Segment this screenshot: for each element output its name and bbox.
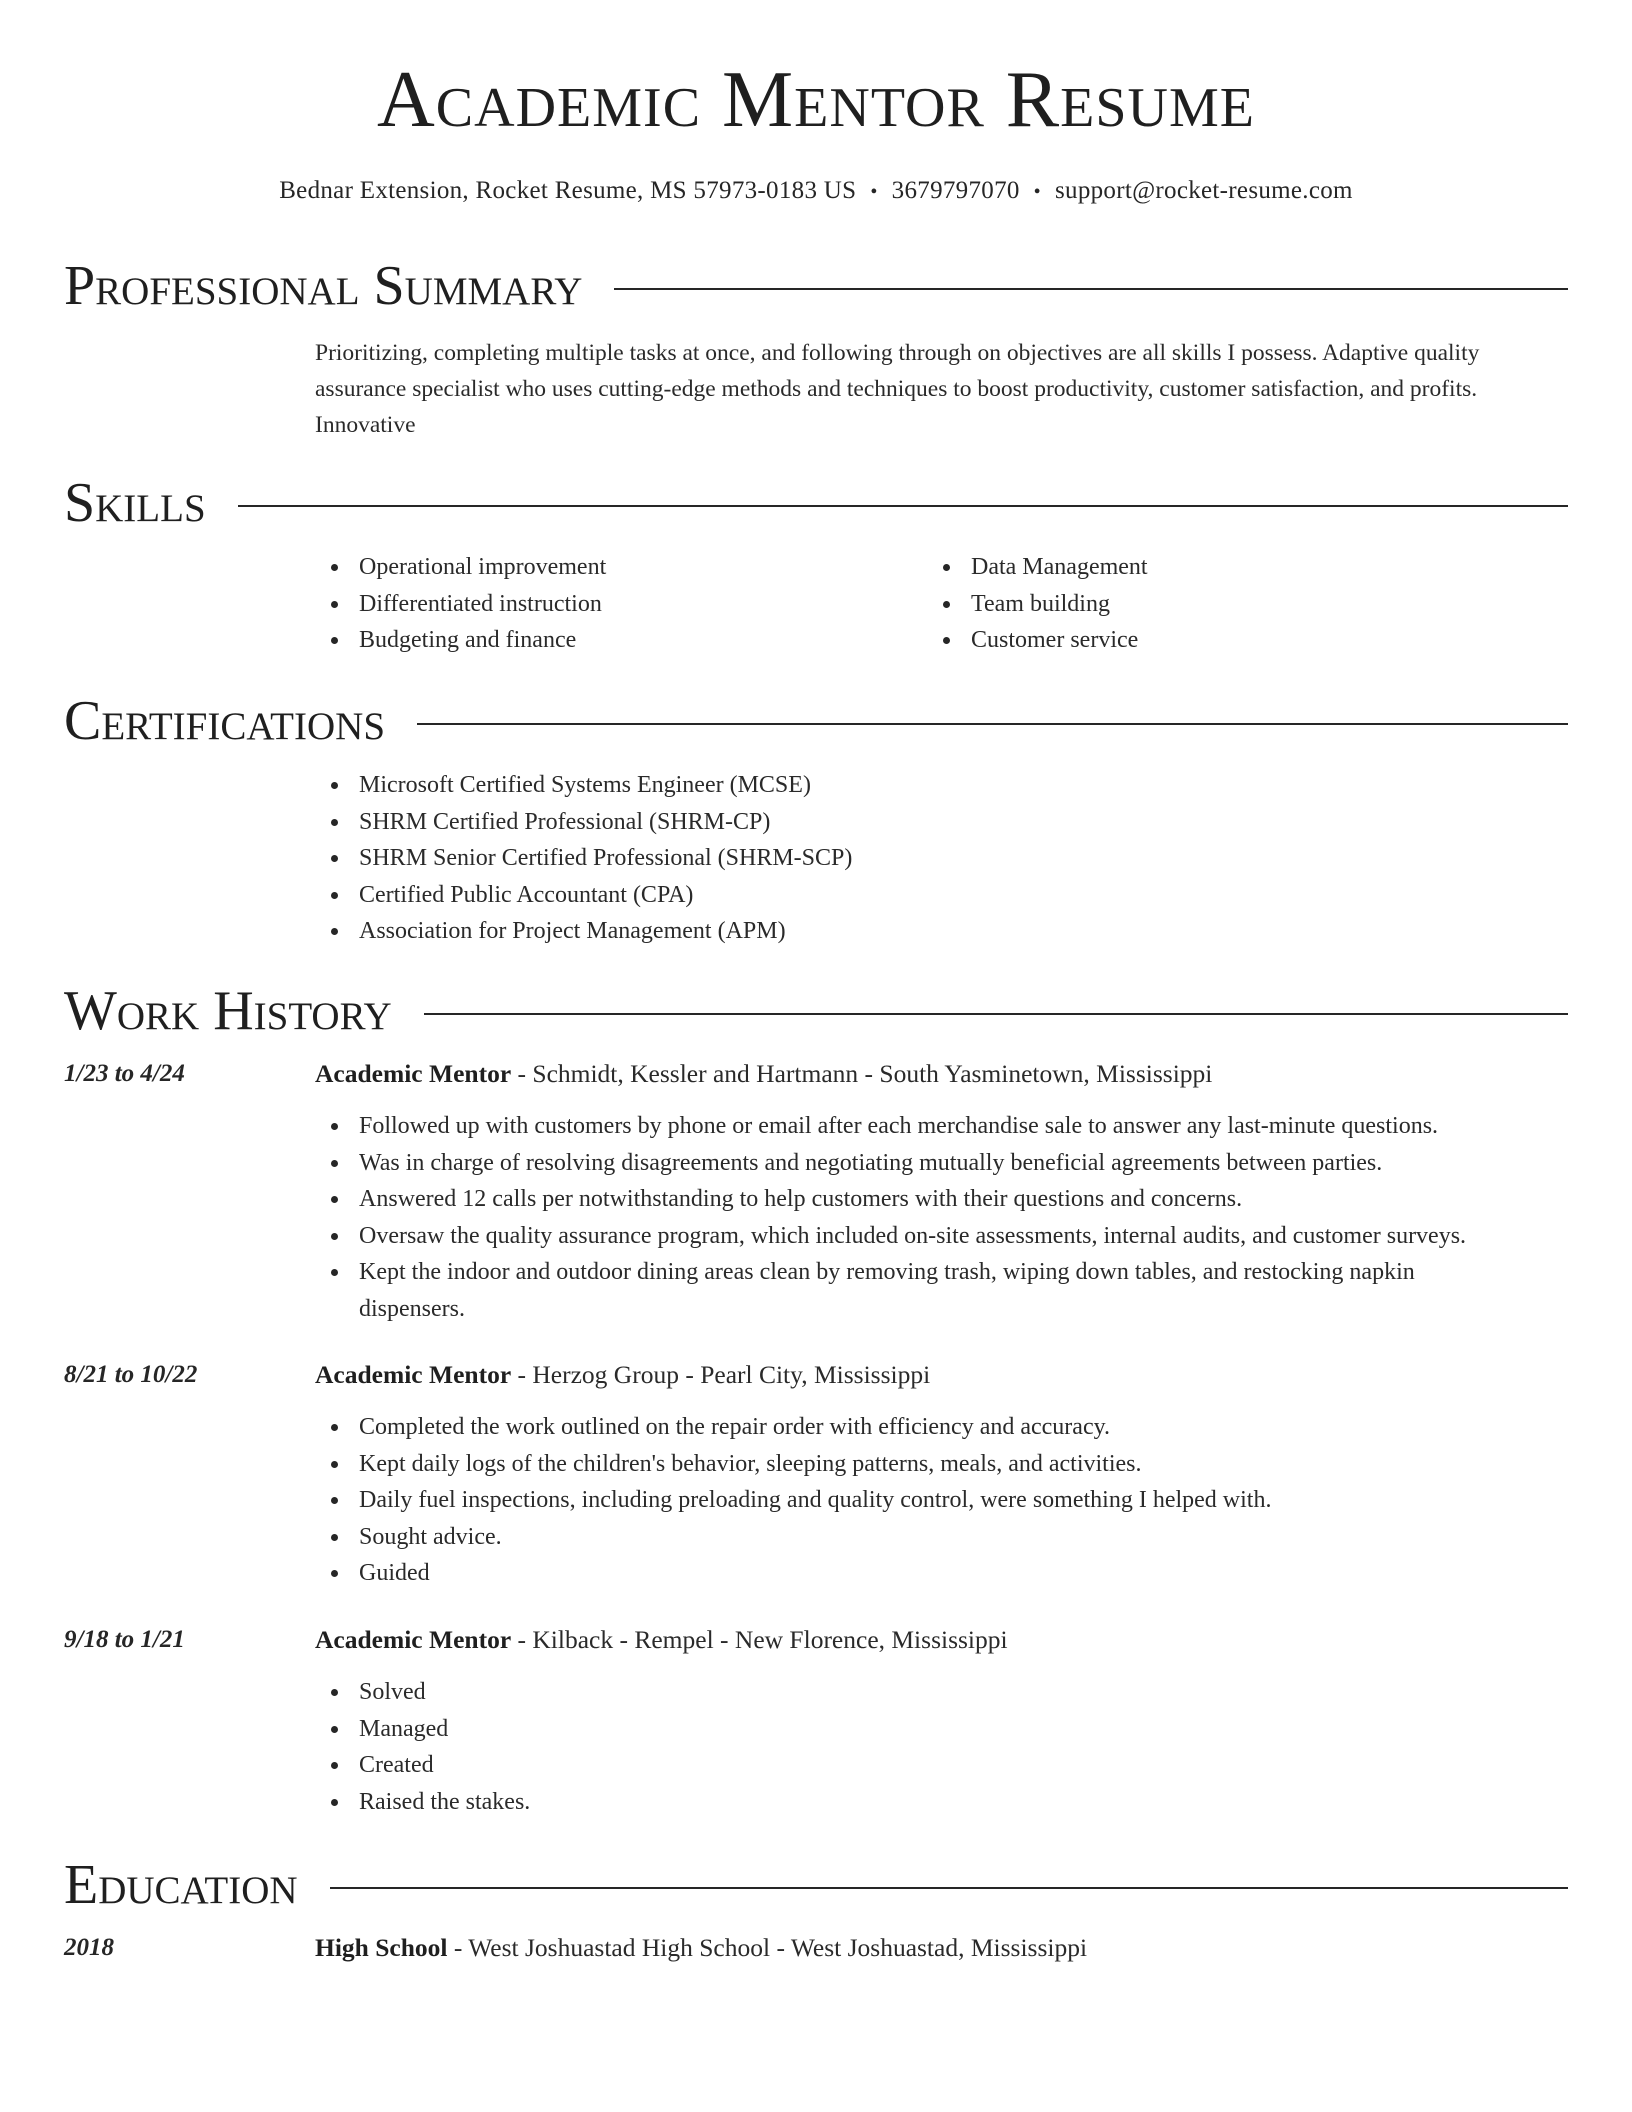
job-details: - Herzog Group - Pearl City, Mississippi	[511, 1360, 931, 1389]
certification-item: Association for Project Management (APM)	[315, 913, 1568, 950]
job-title: Academic Mentor	[315, 1625, 512, 1654]
education-degree: High School	[315, 1933, 448, 1962]
contact-separator: •	[1033, 181, 1041, 203]
job-bullet: Guided	[315, 1555, 1568, 1592]
job-title: Academic Mentor	[315, 1059, 512, 1088]
skill-item: Differentiated instruction	[315, 586, 915, 623]
job-role-line	[315, 1625, 1568, 1655]
job-bullet: Answered 12 calls per notwithstanding to help customers with their questions and concerns.	[315, 1181, 1568, 1218]
job-role-line	[315, 1059, 1568, 1089]
skills-list-left	[315, 549, 915, 659]
job-bullet: Followed up with customers by phone or email after each merchandise sale to answer any last-minute questions.	[315, 1108, 1568, 1145]
job-bullet: Solved	[315, 1674, 1568, 1711]
education-details: - West Joshuastad High School - West Joshuastad, Mississippi	[447, 1933, 1088, 1962]
skills-heading: Skills	[64, 472, 206, 534]
job-bullet: Raised the stakes.	[315, 1784, 1568, 1821]
job-dates: 8/21 to 10/22	[64, 1361, 198, 1388]
skill-item: Data Management	[927, 549, 1527, 586]
job-bullet: Kept daily logs of the children's behavior, sleeping patterns, meals, and activities.	[315, 1446, 1568, 1483]
job-bullet: Kept the indoor and outdoor dining areas clean by removing trash, wiping down tables, and restocking napkin dispensers.	[315, 1254, 1568, 1327]
skill-item: Operational improvement	[315, 549, 915, 586]
certification-item: SHRM Certified Professional (SHRM-CP)	[315, 804, 1568, 841]
work-heading: Work History	[64, 980, 392, 1042]
job-dates: 1/23 to 4/24	[64, 1060, 185, 1087]
job-bullets	[315, 1409, 1568, 1592]
job-bullets	[315, 1108, 1568, 1327]
section-divider	[330, 1887, 1568, 1889]
skill-item: Team building	[927, 586, 1527, 623]
job-bullet: Created	[315, 1747, 1568, 1784]
summary-text: Prioritizing, completing multiple tasks at once, and following through on objectives are all skills I possess. Adaptive quality assurance specialist who uses cutting-edge methods and techniques to boost productivity, customer satisfaction, and profits. Innovative	[315, 340, 1480, 438]
contact-line	[64, 177, 1568, 205]
job-bullets	[315, 1674, 1568, 1820]
education-section-header	[64, 1854, 1568, 1916]
job-role-line	[315, 1360, 1568, 1390]
job-details: - Kilback - Rempel - New Florence, Mississippi	[511, 1625, 1008, 1654]
skill-item: Budgeting and finance	[315, 622, 915, 659]
job-bullet: Oversaw the quality assurance program, which included on-site assessments, internal audits, and customer surveys.	[315, 1218, 1568, 1255]
certifications-section-header	[64, 690, 1568, 752]
certification-item: SHRM Senior Certified Professional (SHRM-SCP)	[315, 840, 1568, 877]
contact-phone: 3679797070	[891, 177, 1020, 204]
certification-item: Certified Public Accountant (CPA)	[315, 877, 1568, 914]
certification-item: Microsoft Certified Systems Engineer (MCSE)	[315, 767, 1568, 804]
section-divider	[238, 505, 1568, 507]
certifications-heading: Certifications	[64, 690, 386, 752]
certifications-list	[315, 767, 1568, 950]
job-bullet: Daily fuel inspections, including preloading and quality control, were something I helped with.	[315, 1482, 1568, 1519]
contact-email[interactable]: support@rocket-resume.com	[1054, 177, 1353, 204]
job-dates: 9/18 to 1/21	[64, 1626, 185, 1653]
contact-address: Bednar Extension, Rocket Resume, MS 57973-0183 US	[279, 177, 857, 204]
job-bullet: Managed	[315, 1711, 1568, 1748]
job-bullet: Was in charge of resolving disagreements and negotiating mutually beneficial agreements between parties.	[315, 1145, 1568, 1182]
summary-heading: Professional Summary	[64, 255, 583, 317]
section-divider	[424, 1013, 1568, 1015]
skill-item: Customer service	[927, 622, 1527, 659]
section-divider	[614, 288, 1568, 290]
contact-separator: •	[870, 181, 878, 203]
resume-title: Academic Mentor Resume	[377, 56, 1255, 144]
job-details: - Schmidt, Kessler and Hartmann - South Yasminetown, Mississippi	[511, 1059, 1213, 1088]
job-bullet: Sought advice.	[315, 1519, 1568, 1556]
job-title: Academic Mentor	[315, 1360, 512, 1389]
skills-section-header	[64, 472, 1568, 534]
education-line	[315, 1933, 1568, 1963]
work-section-header	[64, 980, 1568, 1042]
section-divider	[417, 723, 1568, 725]
education-year: 2018	[64, 1934, 114, 1961]
skills-list-right	[927, 549, 1527, 659]
summary-section-header	[64, 255, 1568, 317]
education-heading: Education	[64, 1854, 298, 1916]
job-bullet: Completed the work outlined on the repair order with efficiency and accuracy.	[315, 1409, 1568, 1446]
